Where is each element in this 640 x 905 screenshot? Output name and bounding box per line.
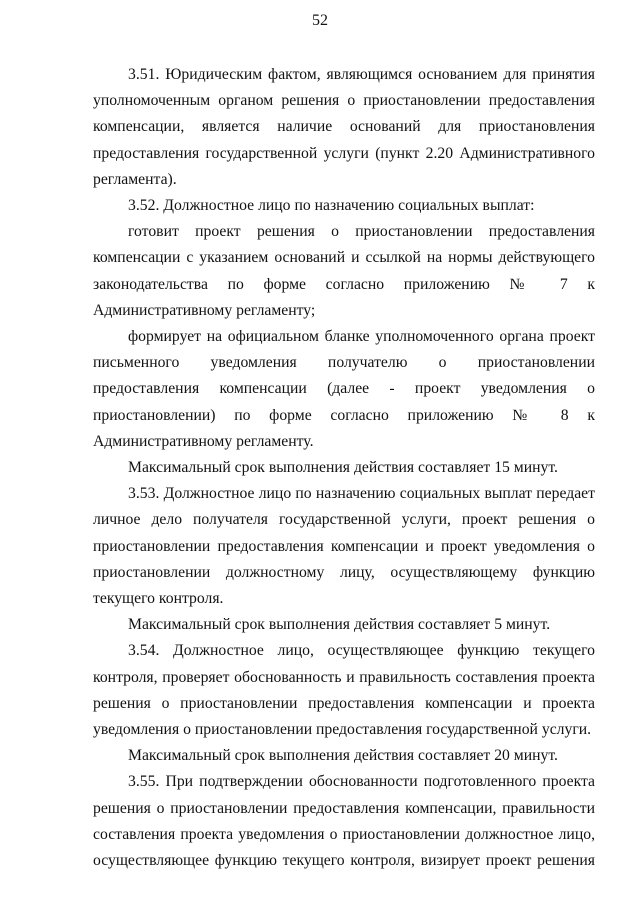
paragraph-3-52: 3.52. Должностное лицо по назначению социальных выплат: xyxy=(128,197,535,215)
document-body xyxy=(93,62,595,874)
page-number: 52 xyxy=(312,12,328,29)
paragraph-3-54: 3.54. Должностное лицо, осуществляющее функцию текущего контроля, проверяет обоснованность и правильность составления проекта решения о приостановлении предоставления компенсации и проекта уведомления о приостановлении предоставления государственной услуги. xyxy=(93,642,595,739)
paragraph-3-52-item-2: формирует на официальном бланке уполномоченного органа проект письменного уведомления получателю о приостановлении предоставления компенсации (далее - проект уведомления о приостановлении) по форме согласно приложению № 8 к Административному регламенту. xyxy=(93,328,595,450)
paragraph-3-53-deadline: Максимальный срок выполнения действия составляет 5 минут. xyxy=(128,616,551,634)
paragraph-3-55: 3.55. При подтверждении обоснованности подготовленного проекта решения о приостановлении предоставления компенсации, правильности составления проекта уведомления о приостановлении должностное лицо, осуществляющее функцию текущего контроля, визирует проект решения xyxy=(93,773,595,870)
paragraph-3-52-deadline: Максимальный срок выполнения действия составляет 15 минут. xyxy=(128,459,558,477)
paragraph-3-54-deadline: Максимальный срок выполнения действия составляет 20 минут. xyxy=(128,747,558,765)
paragraph-3-53: 3.53. Должностное лицо по назначению социальных выплат передает личное дело получателя государственной услуги, проект решения о приостановлении предоставления компенсации и проект уведомления о приостановлении должностному лицу, осуществляющему функцию текущего контроля. xyxy=(93,485,595,608)
paragraph-3-51: 3.51. Юридическим фактом, являющимся основанием для принятия уполномоченным органом решения о приостановлении предоставления компенсации, является наличие оснований для приостановления предоставления государственной услуги (пункт 2.20 Административного регламента). xyxy=(93,66,595,188)
paragraph-3-52-item-1: готовит проект решения о приостановлении предоставления компенсации с указанием оснований и ссылкой на нормы действующего законодательства по форме согласно приложению № 7 к Административному регламенту; xyxy=(93,223,595,319)
